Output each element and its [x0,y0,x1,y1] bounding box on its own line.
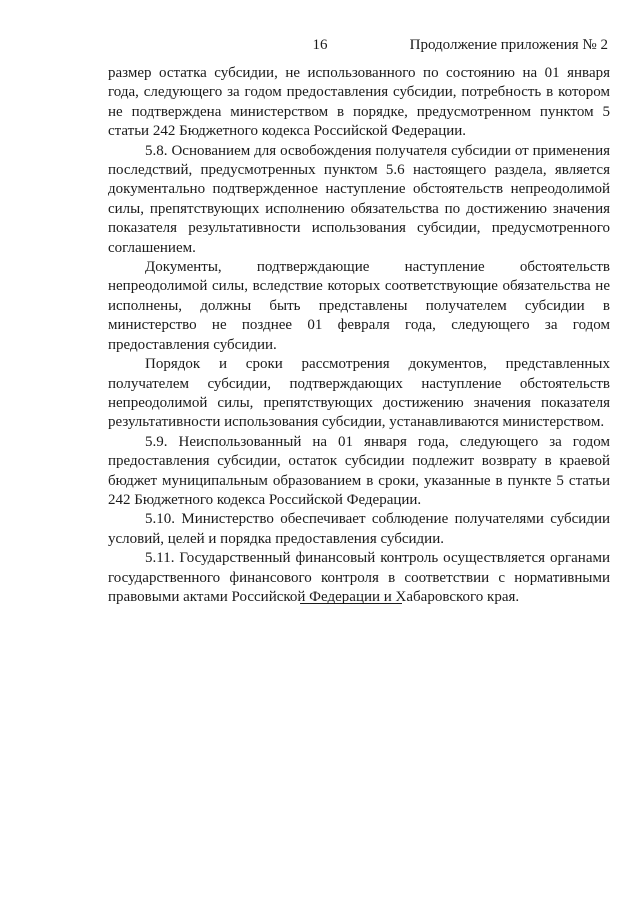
page-number: 16 [312,37,328,53]
paragraph-remainder-size: размер остатка субсидии, не использованного по состоянию на 01 января года, следующего за годом предоставления субсидии, потребность в котором не подтверждена министерством в порядке, предусмотренном пунктом 5 статьи 242 Бюджетного кодекса Российской Федерации. [108,65,610,140]
paragraph-5-11: 5.11. Государственный финансовый контроль осуществляется органами государственного финансового контроля в соответствии с нормативными правовыми актами Российской Федерации и Хабаровского края. [108,550,610,605]
end-separator-line [300,603,402,604]
paragraph-5-8: 5.8. Основанием для освобождения получателя субсидии от применения последствий, предусмотренных пунктом 5.6 настоящего раздела, является документально подтвержденное наступление обстоятельств непреодолимой силы, препятствующих исполнению обязательства по достижению значения показателя результативности использования субсидии, предусмотренного соглашением. [108,142,610,256]
appendix-continuation-note: Продолжение приложения № 2 [409,37,608,53]
paragraph-force-majeure-documents: Документы, подтверждающие наступление обстоятельств непреодолимой силы, вследствие которых соответствующие обязательства не исполнены, должны быть представлены получателем субсидии в министерство не позднее 01 февраля года, следующего за годом предоставления субсидии. [108,259,610,353]
paragraph-review-procedure: Порядок и сроки рассмотрения документов, представленных получателем субсидии, подтверждающих наступление обстоятельств непреодолимой силы, препятствующих достижению значения показателя результативности использования субсидии, устанавливаются министерством. [108,356,610,431]
paragraph-5-10: 5.10. Министерство обеспечивает соблюдение получателями субсидии условий, целей и порядка предоставления субсидии. [108,511,610,547]
paragraph-5-9: 5.9. Неиспользованный на 01 января года, следующего за годом предоставления субсидии, остаток субсидии подлежит возврату в краевой бюджет муниципальным образованием в сроки, указанные в пункте 5 статьи 242 Бюджетного кодекса Российской Федерации. [108,433,610,508]
document-body [108,64,610,607]
